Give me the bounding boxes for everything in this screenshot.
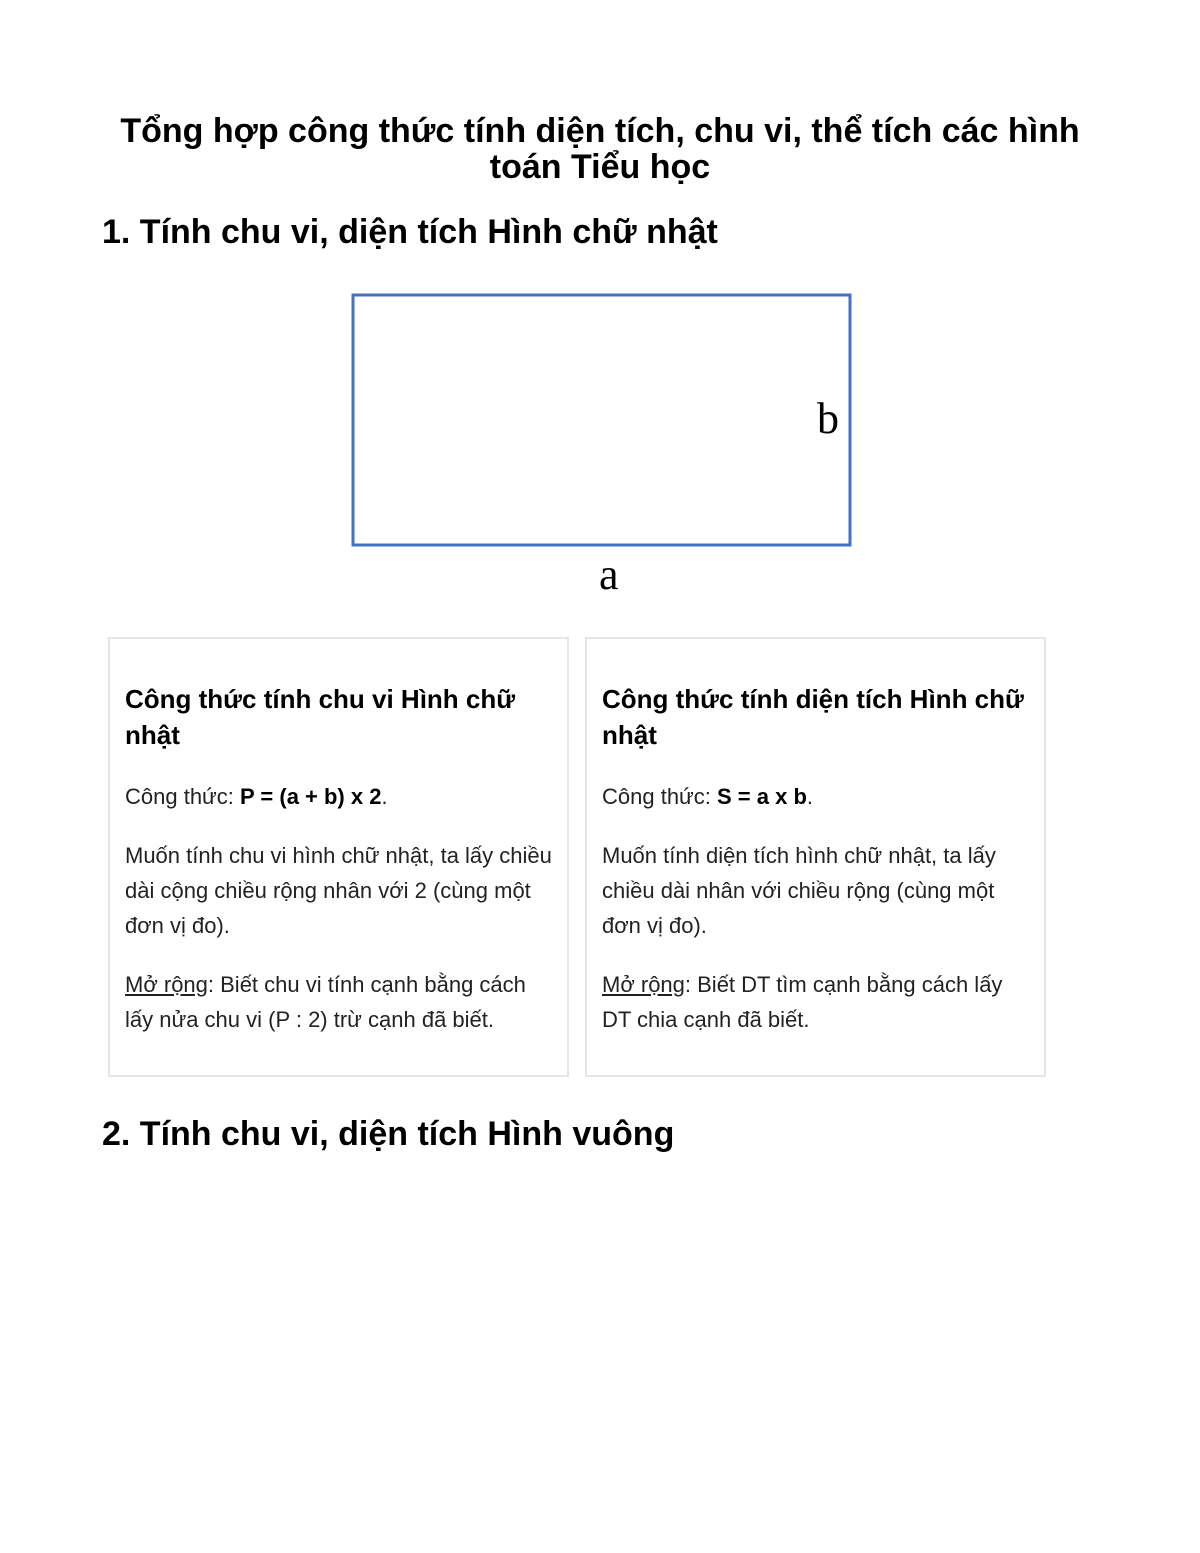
extension-label: Mở rộng <box>125 972 208 997</box>
perimeter-formula-card <box>108 637 569 1077</box>
rectangle-diagram <box>340 285 880 605</box>
formula-prefix: Công thức: <box>125 784 241 809</box>
formula-suffix: . <box>381 784 388 809</box>
formula-expression: P = (a + b) x 2 <box>240 784 382 809</box>
extension-text: : Biết DT tìm cạnh bằng cách lấy DT chia cạnh đã biết. <box>602 972 1003 1032</box>
side-a-label: a <box>599 550 619 599</box>
formula-description: Muốn tính chu vi hình chữ nhật, ta lấy chiều dài cộng chiều rộng nhân với 2 (cùng một đơn vị đo). <box>125 843 552 938</box>
rectangle-figure <box>340 285 880 605</box>
extension-label: Mở rộng <box>602 972 685 997</box>
formula-suffix: . <box>806 784 814 809</box>
section-heading-square: 2. Tính chu vi, diện tích Hình vuông <box>102 1115 675 1153</box>
formula-prefix: Công thức: <box>602 784 718 809</box>
card-title: Công thức tính diện tích Hình chữ nhật <box>602 684 1024 750</box>
side-b-label: b <box>817 394 839 443</box>
formula-description: Muốn tính diện tích hình chữ nhật, ta lấy chiều dài nhân với chiều rộng (cùng một đơn vị đo). <box>602 843 996 938</box>
rectangle-shape <box>353 295 850 545</box>
card-title: Công thức tính chu vi Hình chữ nhật <box>125 684 516 750</box>
extension-note <box>602 967 1030 1037</box>
formula-line <box>602 779 1030 814</box>
document-title: Tổng hợp công thức tính diện tích, chu vi, thể tích các hình toán Tiểu học <box>120 112 1080 186</box>
formula-line <box>125 779 553 814</box>
area-formula-card <box>585 637 1046 1077</box>
section-heading-rectangle: 1. Tính chu vi, diện tích Hình chữ nhật <box>102 213 718 251</box>
formula-expression: S = a x b <box>717 784 807 809</box>
extension-text: : Biết chu vi tính cạnh bằng cách lấy nửa chu vi (P : 2) trừ cạnh đã biết. <box>125 972 526 1032</box>
extension-note <box>125 967 553 1037</box>
